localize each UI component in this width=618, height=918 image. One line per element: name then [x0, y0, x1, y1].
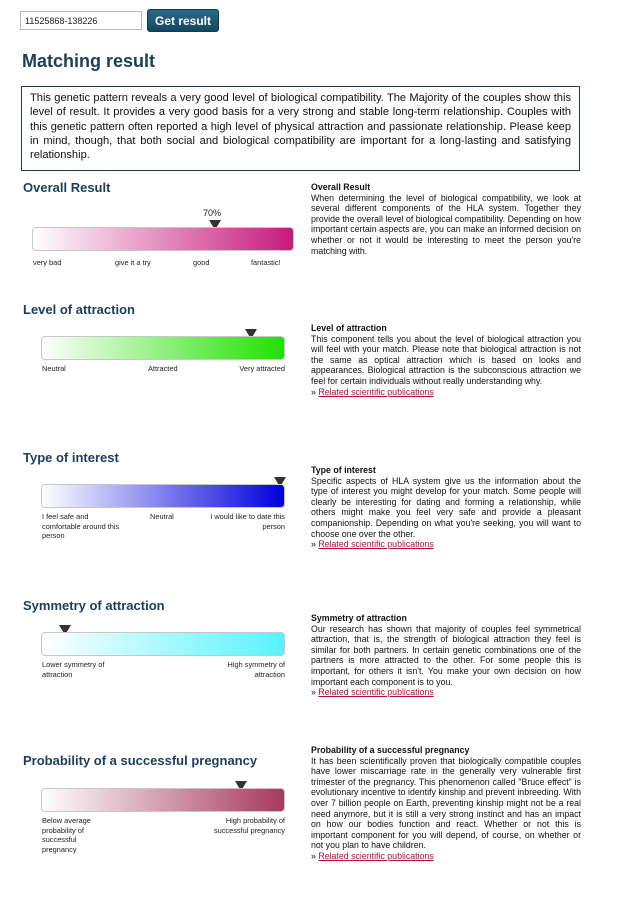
overall-scale-label-2: give it a try — [115, 258, 151, 267]
overall-description-title: Overall Result — [311, 182, 371, 192]
symmetry-bar — [41, 632, 285, 656]
pregnancy-description-text: It has been scientifically proven that biologically compatible couples have lower miscarriage rate in the generally very vulnerable first trimester of the pregnancy. This phenomenon called "Bruce effect" is evolutionary incentive to identify kinship and prevent inbreeding. With over 7 billion people on Earth, preventing kinship might not be a real need anymore, but it is still a very strong instinct and has an impact on how our bodies function and react. Whether or not this is important component for you will depend, of course, on whether or not you plan to have children. — [311, 755, 581, 851]
symmetry-link-prefix: » — [311, 687, 319, 698]
summary-box: This genetic pattern reveals a very good level of biological compatibility. The Majority of the couples show this level of result. It provides a very good basis for a very strong and stable long-term relationship. Couples with this genetic pattern often reported a high level of physical attraction and passionate relationship. Please keep in mind, though, that both social and biological compatibility are important for a long-lasting and satisfying relationship. — [21, 86, 580, 171]
interest-description-title: Type of interest — [311, 465, 376, 475]
overall-result-title: Overall Result — [23, 180, 111, 195]
interest-description-text: Specific aspects of HLA system give us the information about the type of interest you might develop for your match. Some people will clearly be interesting for dating and forming a relationship, while others might make you feel very safe and provide a pleasant companionship. Depending on what you're seeking, you will want to choose one over the other. — [311, 475, 581, 539]
symmetry-scale-right: High symmetry of attraction — [227, 660, 285, 679]
attraction-bar — [41, 336, 285, 360]
attraction-scale-left: Neutral — [42, 364, 66, 373]
pregnancy-scale-right: High probability of successful pregnancy — [213, 816, 285, 835]
attraction-publications-link[interactable]: Related scientific publications — [318, 386, 434, 397]
interest-scale-right: I would like to date this person — [210, 512, 285, 531]
pregnancy-description-title: Probability of a successful pregnancy — [311, 745, 470, 755]
attraction-title: Level of attraction — [23, 302, 135, 317]
interest-link-prefix: » — [311, 539, 319, 550]
symmetry-publications-link[interactable]: Related scientific publications — [318, 687, 434, 698]
overall-scale-label-1: very bad — [33, 258, 62, 267]
overall-scale-label-3: good — [193, 258, 210, 267]
result-code-input[interactable] — [20, 11, 142, 30]
interest-scale-middle: Neutral — [150, 512, 174, 521]
page-title: Matching result — [22, 51, 156, 71]
symmetry-description — [311, 613, 581, 698]
symmetry-title: Symmetry of attraction — [23, 598, 165, 613]
pregnancy-description — [311, 745, 581, 862]
attraction-link-prefix: » — [311, 386, 319, 397]
overall-description — [311, 182, 581, 256]
interest-bar — [41, 484, 285, 508]
pregnancy-publications-link[interactable]: Related scientific publications — [318, 850, 434, 861]
attraction-scale-right: Very attracted — [239, 364, 285, 373]
symmetry-description-text: Our research has shown that majority of couples feel symmetrical attraction, that is, the strength of biological attraction they feel is similar for both partners. In certain genetic combinations one of the partners is more attracted to the other. For some people this is important, for others it isn't. You make your own decision on how important each component is to you. — [311, 623, 581, 687]
overall-scale-label-4: fantastic! — [251, 258, 281, 267]
pregnancy-scale-left: Below average probability of successful pregnancy — [42, 816, 91, 854]
symmetry-description-title: Symmetry of attraction — [311, 613, 407, 623]
overall-result-bar — [32, 227, 294, 251]
interest-publications-link[interactable]: Related scientific publications — [318, 539, 434, 550]
attraction-description-title: Level of attraction — [311, 323, 387, 333]
overall-percent-label: 70% — [202, 208, 222, 218]
pregnancy-title: Probability of a successful pregnancy — [23, 753, 258, 768]
interest-scale-left: I feel safe and comfortable around this person — [42, 512, 120, 540]
overall-description-text: When determining the level of biological compatibility, we look at several different components of the HLA system. Together they provide the overall level of biological compatibility. Depending on how important certain aspects are, you can make an informed decision on whether or not it would be interesting to meet the person you're matching with. — [311, 192, 581, 256]
pregnancy-link-prefix: » — [311, 850, 319, 861]
attraction-description — [311, 323, 581, 397]
interest-description — [311, 465, 581, 550]
attraction-description-text: This component tells you about the level of biological attraction you will feel with your match. Please note that biological attraction is not the same as optical attraction which is based on looks and appearances. Biological attraction is the subconscious attraction we feel for certain individuals without really understanding why. — [311, 333, 581, 386]
attraction-scale-middle: Attracted — [148, 364, 178, 373]
get-result-button[interactable]: Get result — [147, 9, 219, 32]
symmetry-scale-left: Lower symmetry of attraction — [42, 660, 105, 679]
interest-title: Type of interest — [23, 450, 119, 465]
pregnancy-bar — [41, 788, 285, 812]
